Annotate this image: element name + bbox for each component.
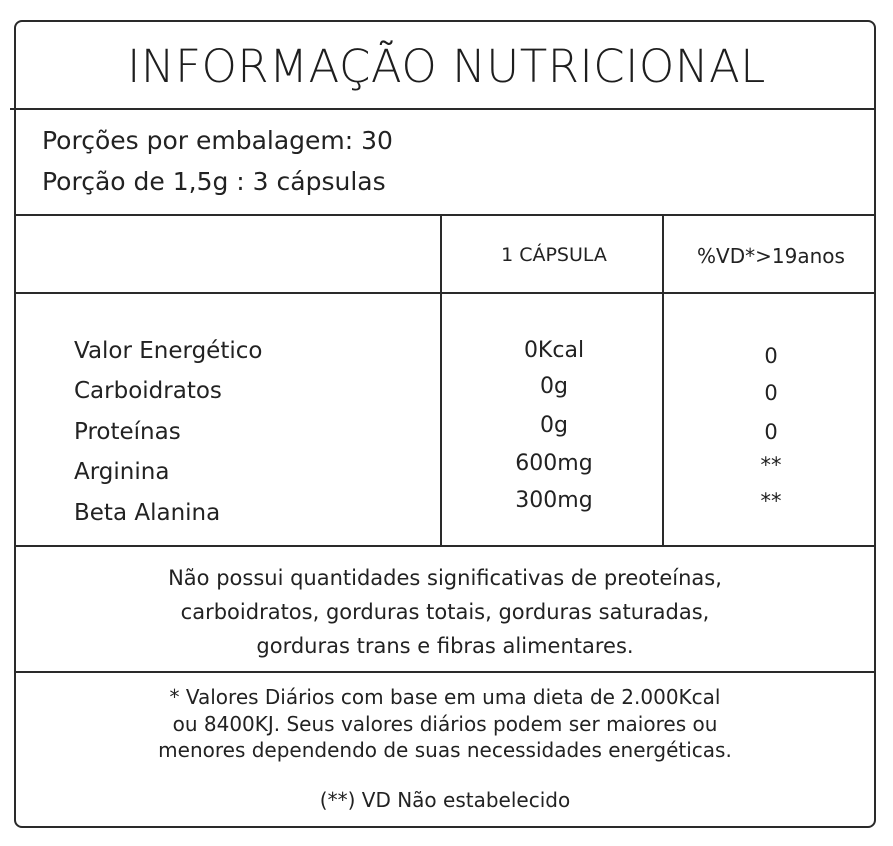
panel-title: INFORMAÇÃO NUTRICIONAL: [127, 40, 766, 93]
nutrient-name: Proteínas: [74, 419, 181, 445]
nutrient-daily-value: 0: [764, 420, 778, 444]
nutrient-daily-value: **: [760, 489, 782, 513]
title-divider: [10, 108, 876, 110]
column-divider-1: [440, 214, 442, 546]
nutrient-amount: 0g: [540, 374, 568, 399]
nutrient-amount: 0Kcal: [523, 338, 585, 363]
nutrient-amount: 600mg: [515, 451, 593, 476]
nutrient-name: Valor Energético: [74, 338, 263, 364]
nutrient-name: Beta Alanina: [74, 500, 221, 526]
nutrient-amount: 300mg: [515, 488, 593, 513]
nutrient-daily-value: 0: [764, 344, 778, 368]
daily-values-footnote: menores dependendo de suas necessidades energéticas.: [158, 738, 732, 762]
nutrient-amount: 0g: [540, 413, 568, 438]
header-divider: [14, 292, 876, 294]
nutrient-name: Arginina: [74, 459, 170, 485]
nutrient-name: Carboidratos: [74, 378, 222, 404]
insignificant-amounts-note: gorduras trans e fibras alimentares.: [256, 634, 634, 658]
insignificant-amounts-note: carboidratos, gorduras totais, gorduras saturadas,: [180, 600, 710, 624]
note-divider: [14, 671, 876, 673]
daily-values-footnote: * Valores Diários com base em uma dieta de 2.000Kcal: [169, 685, 721, 709]
nutrient-daily-value: 0: [764, 381, 778, 405]
nutrient-daily-value: **: [760, 453, 782, 477]
serving-size: Porção de 1,5g : 3 cápsulas: [42, 167, 386, 196]
column-header-daily-value: %VD*>19anos: [697, 244, 845, 268]
servings-per-package: Porções por embalagem: 30: [42, 126, 393, 155]
insignificant-amounts-note: Não possui quantidades significativas de preoteínas,: [168, 566, 722, 590]
vd-not-established-note: (**) VD Não estabelecido: [319, 788, 571, 812]
serving-divider: [14, 214, 876, 216]
table-bottom-divider: [14, 545, 876, 547]
column-header-amount: 1 CÁPSULA: [501, 244, 607, 266]
daily-values-footnote: ou 8400KJ. Seus valores diários podem ser maiores ou: [172, 712, 718, 736]
